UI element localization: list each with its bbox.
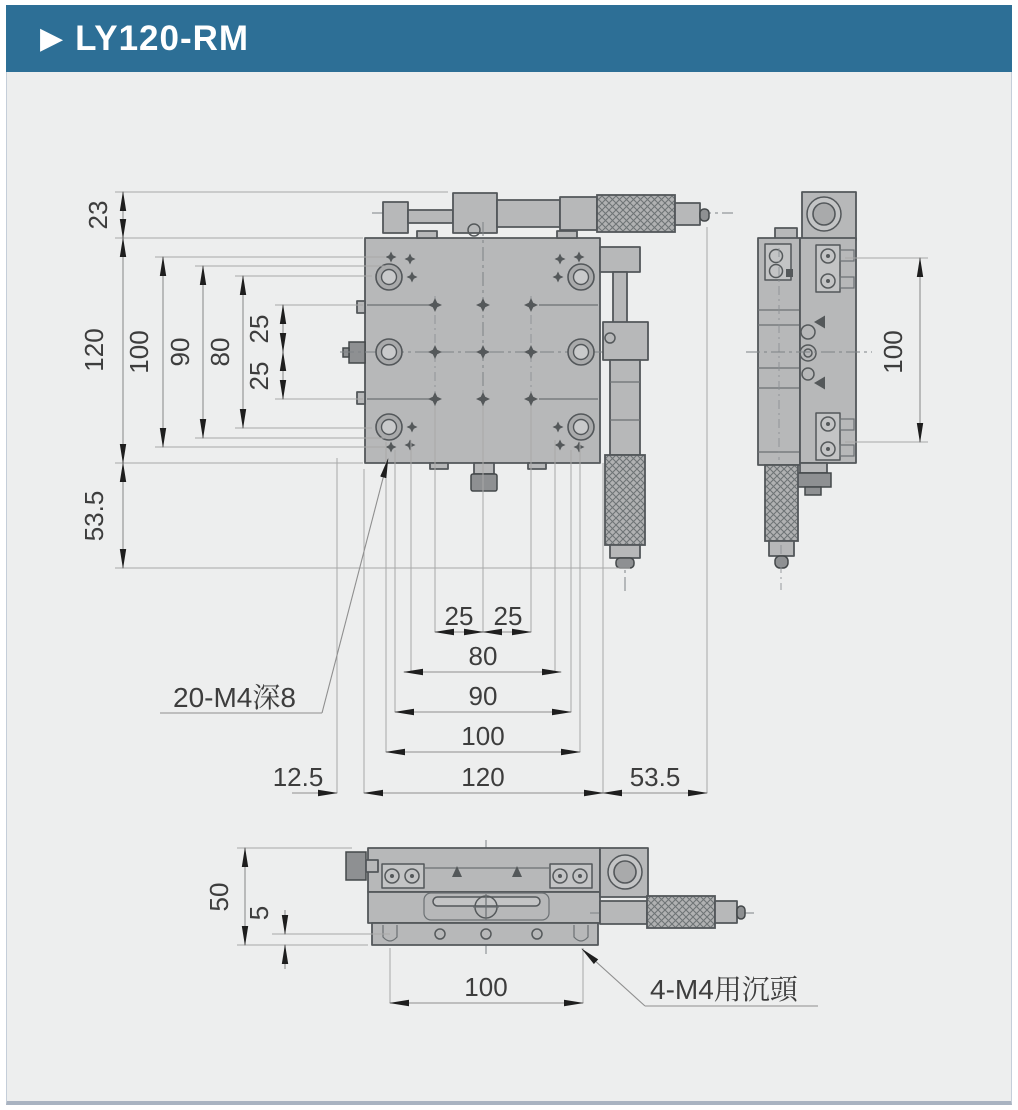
knurled-thimble: [765, 465, 798, 541]
dim-label-50: 50: [204, 882, 234, 912]
page-title: LY120-RM: [75, 18, 250, 58]
dim-label-12.5: 12.5: [272, 762, 324, 792]
annotation-bottom-holes: [582, 949, 818, 1006]
side-view: [746, 192, 928, 590]
dim-label-25-h-left: 25: [444, 601, 474, 631]
knurled-thimble: [597, 195, 675, 232]
dim-label-5: 5: [244, 905, 274, 921]
y-axis-micrometer: [600, 247, 648, 592]
dim-label-100-front: 100: [464, 972, 508, 1002]
adjust-knob: [346, 852, 366, 880]
dim-label-23: 23: [83, 200, 113, 230]
dim-label-100-h: 100: [461, 721, 505, 751]
dim-label-120-h: 120: [461, 762, 505, 792]
annotation-top-holes: [160, 459, 388, 713]
x-axis-micrometer: [372, 193, 733, 236]
dim-label-53.5-h: 53.5: [629, 762, 681, 792]
dim-label-120-v: 120: [79, 328, 109, 372]
dim-label-53.5-v: 53.5: [79, 490, 109, 542]
bottom-holes-label: 4-M4用沉頭: [650, 974, 798, 1005]
bottom-lock-knob: [471, 474, 497, 491]
triangle-bullet-icon: ▶: [40, 21, 64, 55]
dim-label-80-v: 80: [205, 337, 235, 367]
dim-label-100-side: 100: [878, 330, 908, 374]
knurled-thimble: [605, 455, 645, 545]
dim-label-25-v-upper: 25: [244, 314, 274, 344]
top-holes-label: 20-M4深8: [173, 682, 296, 713]
dim-label-90-v: 90: [165, 337, 195, 367]
front-view: [204, 840, 818, 1006]
top-view: [340, 193, 733, 592]
dim-label-25-h-right: 25: [493, 601, 523, 631]
dim-label-25-v-lower: 25: [244, 361, 274, 391]
dim-label-90-h: 90: [468, 681, 498, 711]
dim-label-100-v: 100: [124, 330, 154, 374]
knurled-thimble: [647, 896, 715, 928]
dim-label-80-h: 80: [468, 641, 498, 671]
